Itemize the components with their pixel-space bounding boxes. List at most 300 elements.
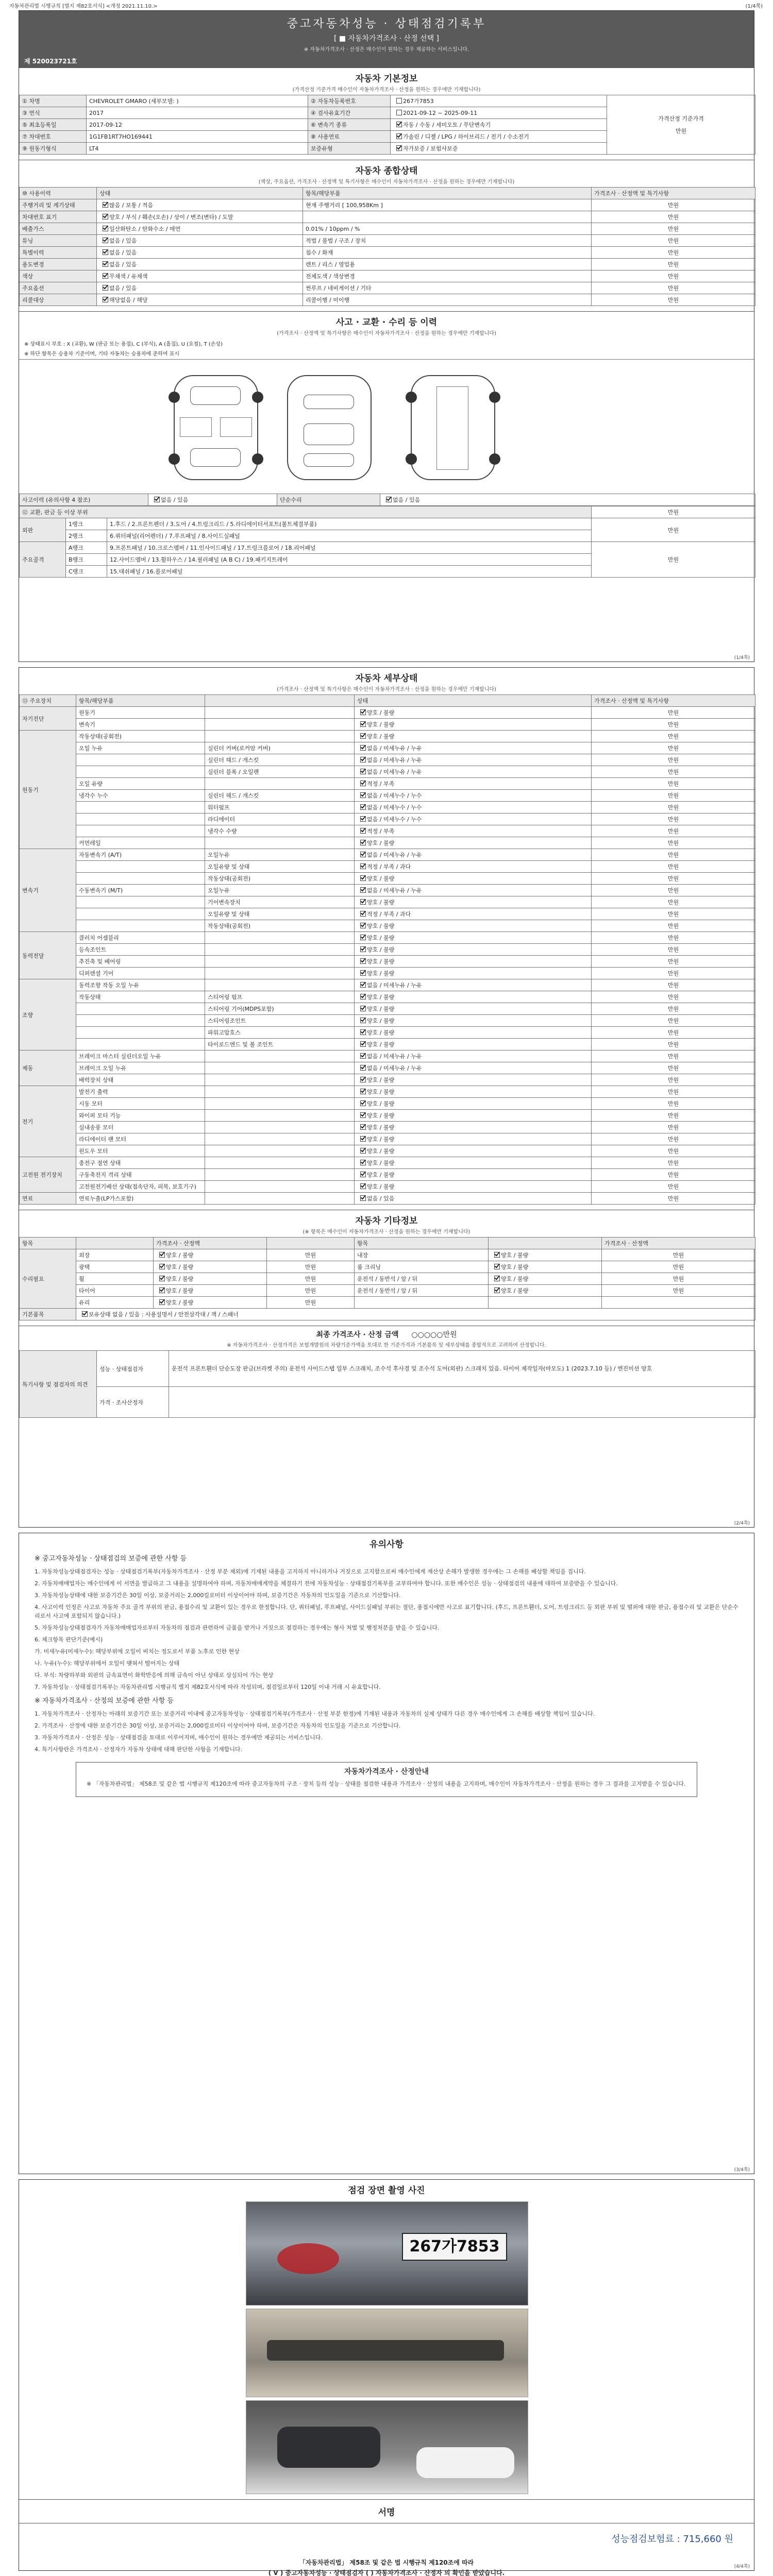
detail-part: 실린더 커버(로커암 커버) xyxy=(205,742,355,754)
document-header xyxy=(19,11,754,56)
frame-member-shape xyxy=(436,386,468,470)
notice-item: 2. 자동차매매업자는 매수인에게 이 서면을 발급하고 그 내용을 설명하여야 하며, 자동차매매계약을 체결하기 전에 자동차성능 · 상태점검기록부를 교부하여야 합니다. 또한 매수인은 성능 · 상태점검의 내용에 대하여 보증받을 수 있습니다. xyxy=(35,1580,618,1587)
overall-status-detail xyxy=(303,211,592,223)
checkbox-checked-icon[interactable] xyxy=(360,875,366,881)
overall-status-item: 주요옵션 xyxy=(20,282,97,294)
detail-state: 적정 / 부족 xyxy=(355,825,592,837)
overall-status-item: 차대번호 표기 xyxy=(20,211,97,223)
notice-item: 5. 자동차성능상태점검자가 자동차매매업자로부터 자동차의 점검과 관련하여 금품을 받거나 거짓으로 점검하는 경우에는 형사 처벌 및 행정처분을 받을 수 있습니다. xyxy=(35,1624,440,1631)
checkbox-checked-icon[interactable] xyxy=(494,1287,500,1293)
accident-history-table xyxy=(19,494,755,506)
price-guide-title: 자동차가격조사 · 산정안내 xyxy=(344,1768,429,1776)
detail-status-row xyxy=(20,1145,755,1157)
detail-status-row xyxy=(20,1157,755,1169)
detail-status-row xyxy=(20,707,755,719)
detail-state: 없음 / 미세누유 / 누유 xyxy=(355,742,592,754)
checkbox-checked-icon[interactable] xyxy=(360,1136,366,1142)
basic-info-value: 자가보증 / 보험사보증 xyxy=(391,143,607,155)
notice-item: 나. 누유(누수): 해당부위에서 오일이 맺혀서 떨어지는 상태 xyxy=(35,1660,180,1667)
checkbox-checked-icon[interactable] xyxy=(360,1195,366,1201)
remarks-table xyxy=(19,1350,755,1418)
checkbox-checked-icon[interactable] xyxy=(103,261,108,267)
checkbox-checked-icon[interactable] xyxy=(396,133,402,139)
detail-part xyxy=(205,1122,355,1133)
price-cell: 만원 xyxy=(592,235,755,247)
detail-status-header xyxy=(205,695,355,707)
rank-1-label: 1랭크 xyxy=(66,518,107,530)
detail-item xyxy=(76,766,205,778)
detail-status-row xyxy=(20,814,755,825)
page-2 xyxy=(19,667,754,1528)
notice-item: 3. 자동차가격조사 · 산정은 성능 · 상태점검을 토대로 이루어지며, 매수인이 원하는 경우에만 제공되는 서비스입니다. xyxy=(35,1734,323,1741)
price-assessor-label: 가격 · 조사산정자 xyxy=(97,1387,169,1418)
other-info-title: 자동차 기타정보 xyxy=(19,1210,754,1227)
detail-state: 없음 / 미세누수 / 누수 xyxy=(355,790,592,802)
price-cell: 만원 xyxy=(592,1027,755,1039)
rank-b-parts: 12.사이드멤버 / 13.휠하우스 / 14.필러패널 (A B C) / 19.패키지트레이 xyxy=(107,554,592,566)
price-cell: 만원 xyxy=(592,1074,755,1086)
price-cell: 만원 xyxy=(592,1145,755,1157)
checkbox-checked-icon[interactable] xyxy=(360,816,366,822)
car-shape xyxy=(277,2427,380,2468)
basic-info-note: (가격산정 기준가격 매수인이 자동차가격조사 · 산정을 원하는 경우에만 기재합니다) xyxy=(292,87,481,93)
checkbox-checked-icon[interactable] xyxy=(360,1183,366,1189)
detail-status-header: 항목/해당부품 xyxy=(76,695,205,707)
other-info-row xyxy=(20,1297,755,1309)
rank-2-label: 2랭크 xyxy=(66,530,107,542)
detail-status-row xyxy=(20,1133,755,1145)
detail-item xyxy=(76,802,205,814)
price-cell: 만원 xyxy=(602,1285,755,1297)
detail-item: 변속기 xyxy=(76,719,205,731)
checkbox-icon[interactable] xyxy=(396,98,402,104)
detail-status-row xyxy=(20,731,755,742)
wheel-icon xyxy=(252,453,263,465)
basic-info-value: 2017-09-12 xyxy=(87,119,308,131)
detail-item xyxy=(76,920,205,932)
checkbox-checked-icon[interactable] xyxy=(360,1160,366,1165)
detail-item xyxy=(76,908,205,920)
checkbox-checked-icon[interactable] xyxy=(360,1018,366,1023)
price-cell: 만원 xyxy=(592,1157,755,1169)
other-state: 양호 / 불량 xyxy=(154,1297,267,1309)
detail-item xyxy=(76,1015,205,1027)
checkbox-checked-icon[interactable] xyxy=(103,249,108,255)
detail-part xyxy=(205,1050,355,1062)
page-1 xyxy=(19,10,754,662)
detail-state: 양호 / 불량 xyxy=(355,1145,592,1157)
price-cell: 만원 xyxy=(592,719,755,731)
detail-part xyxy=(205,1157,355,1169)
accident-history-note: (가격조사 · 산정액 및 특기사항은 매수인이 자동차가격조사 · 산정을 원하는 경우에만 기재합니다) xyxy=(277,331,496,336)
basic-info-label: ① 차명 xyxy=(20,95,87,107)
detail-item: 와이퍼 모터 기능 xyxy=(76,1110,205,1122)
checkbox-checked-icon[interactable] xyxy=(360,1065,366,1071)
detail-part xyxy=(205,837,355,849)
detail-part xyxy=(205,1145,355,1157)
notices-section xyxy=(19,1533,754,1802)
basic-info-value: 자동 / 수동 / 세미오토 / 무단변속기 xyxy=(391,119,607,131)
detail-state: 양호 / 불량 xyxy=(355,896,592,908)
final-price-amount: ○○○○○만원 xyxy=(411,1331,457,1339)
checkbox-checked-icon[interactable] xyxy=(360,923,366,928)
car-shape xyxy=(416,2447,514,2478)
checkbox-checked-icon[interactable] xyxy=(159,1264,165,1269)
checkbox-checked-icon[interactable] xyxy=(360,935,366,940)
detail-status-row xyxy=(20,896,755,908)
other-item: 외장 xyxy=(76,1249,154,1261)
checkbox-checked-icon[interactable] xyxy=(360,1029,366,1035)
other-state: 양호 / 불량 xyxy=(489,1273,602,1285)
checkbox-checked-icon[interactable] xyxy=(360,1089,366,1094)
basic-info-label: ④ 검사유효기간 xyxy=(308,107,391,119)
checkbox-checked-icon[interactable] xyxy=(360,709,366,715)
detail-item xyxy=(76,873,205,885)
checkbox-checked-icon[interactable] xyxy=(360,781,366,786)
checkbox-checked-icon[interactable] xyxy=(360,1100,366,1106)
price-cell xyxy=(602,1297,755,1309)
checkbox-checked-icon[interactable] xyxy=(360,1041,366,1047)
detail-state: 양호 / 불량 xyxy=(355,968,592,979)
checkbox-icon[interactable] xyxy=(396,110,402,115)
outer-panel-label: 외판 xyxy=(20,518,66,542)
detail-state: 양호 / 불량 xyxy=(355,1098,592,1110)
checkbox-checked-icon[interactable] xyxy=(360,863,366,869)
detail-status-row xyxy=(20,1062,755,1074)
basic-info-label: ⑤ 최초등록일 xyxy=(20,119,87,131)
detail-part xyxy=(205,979,355,991)
checkbox-checked-icon[interactable] xyxy=(360,958,366,964)
detail-item xyxy=(76,814,205,825)
price-cell: 만원 xyxy=(592,825,755,837)
checkbox-checked-icon[interactable] xyxy=(360,745,366,751)
checkbox-checked-icon[interactable] xyxy=(360,887,366,893)
price-cell: 만원 xyxy=(592,979,755,991)
checkbox-checked-icon[interactable] xyxy=(360,1006,366,1011)
checkbox-checked-icon[interactable] xyxy=(494,1264,500,1269)
detail-part: 워터펌프 xyxy=(205,802,355,814)
price-cell: 만원 xyxy=(267,1285,355,1297)
checkbox-checked-icon[interactable] xyxy=(396,145,402,151)
detail-state: 양호 / 불량 xyxy=(355,837,592,849)
checkbox-checked-icon[interactable] xyxy=(360,769,366,774)
detail-state: 양호 / 불량 xyxy=(355,873,592,885)
photos-title: 점검 장면 촬영 사진 xyxy=(348,2185,425,2196)
other-info-header: 가격조사 · 산정액 xyxy=(154,1238,267,1249)
checkbox-checked-icon[interactable] xyxy=(103,202,108,208)
other-info-header: 항목 xyxy=(20,1238,76,1249)
price-cell: 만원 xyxy=(592,885,755,896)
detail-status-row xyxy=(20,742,755,754)
detail-status-row xyxy=(20,920,755,932)
checkbox-checked-icon[interactable] xyxy=(159,1252,165,1258)
detail-group-label: 전기 xyxy=(20,1086,76,1157)
price-cell: 만원 xyxy=(602,1261,755,1273)
checkbox-checked-icon[interactable] xyxy=(386,497,392,502)
other-info-header: 항목 xyxy=(355,1238,489,1249)
detail-status-title: 자동차 세부상태 xyxy=(355,673,418,684)
car-front-view-diagram xyxy=(174,375,258,480)
overall-status-header: 상태 xyxy=(97,188,303,199)
checkbox-checked-icon[interactable] xyxy=(360,1112,366,1118)
price-cell: 만원 xyxy=(592,861,755,873)
detail-part xyxy=(205,731,355,742)
other-item: 내장 xyxy=(355,1249,489,1261)
detail-status-row xyxy=(20,790,755,802)
checkbox-checked-icon[interactable] xyxy=(360,970,366,976)
checkbox-checked-icon[interactable] xyxy=(360,1124,366,1130)
checkbox-checked-icon[interactable] xyxy=(360,1053,366,1059)
price-cell: 만원 xyxy=(592,506,755,518)
detail-part xyxy=(205,1133,355,1145)
detail-part: 타이로드엔드 및 볼 조인트 xyxy=(205,1039,355,1050)
checkbox-checked-icon[interactable] xyxy=(82,1311,88,1317)
overall-status-detail: 렌트 / 리스 / 영업용 xyxy=(303,259,592,270)
overall-status-state: 해당없음 / 해당 xyxy=(97,294,303,306)
notice-item: 1. 자동차가격조사 · 산정자는 아래의 보증기간 또는 보증거리 이내에 중고자동차성능 · 상태점검기록부(가격조사 · 산정 부분 한정)에 기재된 내용과 자동차의 실제 상태가 다른 경우 매수인에게 그 손해를 배상할 책임이 있습니다. xyxy=(35,1710,595,1717)
detail-status-row xyxy=(20,908,755,920)
other-info-header: 가격조사 · 산정액 xyxy=(602,1238,755,1249)
accident-history-title: 사고 · 교환 · 수리 등 이력 xyxy=(19,311,754,329)
detail-status-row xyxy=(20,1181,755,1193)
detail-part: 냉각수 수량 xyxy=(205,825,355,837)
notice-item: 1. 자동차성능상태점검자는 성능 · 상태점검기록부(자동차가격조사 · 산정 부분 제외)에 기재된 내용을 고지하지 아니하거나 거짓으로 고지함으로써 매수인에게 재산상 손해가 발생한 경우에는 그 손해를 배상할 책임을 집니다. xyxy=(35,1568,586,1575)
detail-status-note: (가격조사 · 산정액 및 특기사항은 매수인이 자동차가격조사 · 산정을 원하는 경우에만 기재합니다) xyxy=(277,687,496,692)
checkbox-checked-icon[interactable] xyxy=(360,899,366,905)
other-info-header xyxy=(76,1238,154,1249)
detail-status-row xyxy=(20,932,755,944)
checkbox-checked-icon[interactable] xyxy=(360,733,366,739)
price-assessor-opinion xyxy=(169,1387,755,1418)
price-cell: 만원 xyxy=(267,1261,355,1273)
overall-status-state: 없음 / 있음 xyxy=(97,282,303,294)
price-cell: 만원 xyxy=(592,542,755,578)
detail-group-label: 변속기 xyxy=(20,849,76,932)
other-item: 광택 xyxy=(76,1261,154,1273)
basic-info-table xyxy=(19,95,755,155)
notices-title: 유의사항 xyxy=(369,1539,404,1550)
notice-item: 다. 부식: 차량하부와 외판의 금속표면이 화학반응에 의해 금속이 아닌 상태로 상실되어 가는 현상 xyxy=(35,1672,274,1679)
detail-item: 오일 유량 xyxy=(76,778,205,790)
checkbox-checked-icon[interactable] xyxy=(360,828,366,834)
detail-part: 스티어링조인트 xyxy=(205,1015,355,1027)
detail-group-label: 원동기 xyxy=(20,731,76,849)
detail-status-row xyxy=(20,754,755,766)
price-cell: 만원 xyxy=(592,932,755,944)
checkbox-checked-icon[interactable] xyxy=(360,757,366,762)
detail-item: 등속조인트 xyxy=(76,944,205,956)
detail-state: 양호 / 불량 xyxy=(355,1169,592,1181)
detail-state: 적정 / 부족 xyxy=(355,778,592,790)
rank-2-parts: 6.쿼터패널(리어펜더) / 7.루프패널 / 8.사이드실패널 xyxy=(107,530,592,542)
basic-info-label: ⑧ 사용연료 xyxy=(308,131,391,143)
detail-state: 없음 / 미세누유 / 누유 xyxy=(355,1050,592,1062)
checkbox-checked-icon[interactable] xyxy=(360,994,366,999)
page-number: (4/4쪽) xyxy=(734,2564,750,2569)
price-cell: 만원 xyxy=(592,802,755,814)
detail-group-label: 동력전달 xyxy=(20,932,76,979)
checkbox-checked-icon[interactable] xyxy=(103,238,108,243)
detail-state: 양호 / 불량 xyxy=(355,1157,592,1169)
detail-state: 없음 / 미세누유 / 누유 xyxy=(355,766,592,778)
price-cell: 만원 xyxy=(592,908,755,920)
price-cell: 만원 xyxy=(592,956,755,968)
checkbox-checked-icon[interactable] xyxy=(103,297,108,302)
checkbox-checked-icon[interactable] xyxy=(396,122,402,127)
detail-part xyxy=(205,1074,355,1086)
detail-item: 라디에이터 팬 모터 xyxy=(76,1133,205,1145)
legal-footer-line-2: ( V ) 중고자동차성능 · 상태점검자 ( ) 자동차가격조사 · 산정자 의 확인을 받았습니다. xyxy=(268,2569,505,2576)
detail-part: 실린더 헤드 / 개스킷 xyxy=(205,790,355,802)
overall-status-detail: 리콜이행 / 미이행 xyxy=(303,294,592,306)
basic-info-label: ② 자동차등록번호 xyxy=(308,95,391,107)
detail-part: 오일유량 및 상태 xyxy=(205,861,355,873)
checkbox-checked-icon[interactable] xyxy=(360,840,366,845)
detail-item: 디퍼렌셜 기어 xyxy=(76,968,205,979)
checkbox-checked-icon[interactable] xyxy=(103,273,108,279)
final-price-note: ※ 자동차가격조사 · 산정가격은 보험개발원의 차량기준가액을 토대로 한 기준가격과 기본품목 및 세부상태를 종합적으로 고려하여 산정합니다. xyxy=(227,1343,546,1348)
detail-item xyxy=(76,1039,205,1050)
other-item: 룸 크리닝 xyxy=(355,1261,489,1273)
door-left-shape xyxy=(180,417,212,437)
checkbox-checked-icon[interactable] xyxy=(360,946,366,952)
basic-info-value: 2021-09-12 ~ 2025-09-11 xyxy=(391,107,607,119)
detail-status-row xyxy=(20,944,755,956)
price-cell: 만원 xyxy=(267,1249,355,1261)
detail-part: 실린더 헤드 / 개스킷 xyxy=(205,754,355,766)
detail-status-row xyxy=(20,825,755,837)
notice-item: 4. 특기사항란은 가격조사 · 산정자가 자동차 상태에 대해 판단한 사항을 기재합니다. xyxy=(35,1746,243,1753)
overall-status-detail: 현재 주행거리 [ 100,958Km ] xyxy=(303,199,592,211)
checkbox-checked-icon[interactable] xyxy=(154,497,160,502)
rank-c-label: C랭크 xyxy=(66,566,107,578)
checkbox-checked-icon[interactable] xyxy=(103,214,108,219)
detail-item xyxy=(76,1027,205,1039)
checkbox-checked-icon[interactable] xyxy=(360,852,366,857)
overall-status-detail: 침수 / 화재 xyxy=(303,247,592,259)
detail-state: 양호 / 불량 xyxy=(355,956,592,968)
detail-part xyxy=(205,719,355,731)
detail-item: 작동상태 xyxy=(76,991,205,1003)
signature-title: 서명 xyxy=(19,2499,754,2523)
checkbox-checked-icon[interactable] xyxy=(360,1172,366,1177)
detail-item: 냉각수 누수 xyxy=(76,790,205,802)
checkbox-checked-icon[interactable] xyxy=(494,1276,500,1281)
checkbox-checked-icon[interactable] xyxy=(360,792,366,798)
detail-part: 오일유량 및 상태 xyxy=(205,908,355,920)
rear-window-shape xyxy=(304,453,354,467)
insurance-premium: 성능점검보험료 : 715,660 원 xyxy=(611,2534,733,2545)
detail-item: 커먼레일 xyxy=(76,837,205,849)
detail-state: 없음 / 미세누유 / 누유 xyxy=(355,885,592,896)
detail-item: 오일 누유 xyxy=(76,742,205,754)
basic-info-row xyxy=(20,95,755,107)
detail-item xyxy=(76,1003,205,1015)
checkbox-checked-icon[interactable] xyxy=(103,285,108,291)
other-state: 양호 / 불량 xyxy=(154,1285,267,1297)
detail-state: 없음 / 미세누수 / 누수 xyxy=(355,814,592,825)
detail-status-row xyxy=(20,956,755,968)
checkbox-checked-icon[interactable] xyxy=(103,226,108,231)
checkbox-checked-icon[interactable] xyxy=(159,1299,165,1305)
checkbox-checked-icon[interactable] xyxy=(494,1252,500,1258)
checkbox-checked-icon[interactable] xyxy=(159,1287,165,1293)
overall-status-detail: 적법 / 불법 / 구조 / 장치 xyxy=(303,235,592,247)
checkbox-checked-icon[interactable] xyxy=(360,982,366,988)
detail-part: 라디에이터 xyxy=(205,814,355,825)
detail-part xyxy=(205,1086,355,1098)
damage-parts-header: ⑫ 교환, 판금 등 이상 부위 xyxy=(20,506,592,518)
overall-status-state: 양호 / 부식 / 훼손(오손) / 상이 / 변조(변타) / 도말 xyxy=(97,211,303,223)
checkbox-checked-icon[interactable] xyxy=(360,1077,366,1082)
other-info-header-row xyxy=(20,1238,755,1249)
detail-state: 없음 / 미세누유 / 누유 xyxy=(355,849,592,861)
price-cell: 만원 xyxy=(592,282,755,294)
detail-status-row xyxy=(20,1098,755,1110)
detail-part xyxy=(205,778,355,790)
other-info-table xyxy=(19,1237,755,1320)
detail-state: 양호 / 불량 xyxy=(355,1015,592,1027)
checkbox-checked-icon[interactable] xyxy=(360,804,366,810)
detail-state: 양호 / 불량 xyxy=(355,731,592,742)
detail-status-row xyxy=(20,873,755,885)
price-cell: 만원 xyxy=(592,896,755,908)
other-item xyxy=(355,1297,489,1309)
other-state: 양호 / 불량 xyxy=(154,1273,267,1285)
price-cell: 만원 xyxy=(592,814,755,825)
detail-state: 양호 / 불량 xyxy=(355,1027,592,1039)
accident-history-label: 사고이력 (유의사항 4 참조) xyxy=(20,494,148,506)
checkbox-checked-icon[interactable] xyxy=(360,1148,366,1154)
page-3 xyxy=(19,1533,754,2174)
detail-item: 실내송풍 모터 xyxy=(76,1122,205,1133)
form-reference: 자동차관리법 시행규칙 [별지 제82호서식] <개정 2021.11.10.> xyxy=(9,4,158,9)
document-note: ※ 자동차가격조사 · 산정은 매수인이 원하는 경우 제공하는 서비스입니다. xyxy=(304,47,469,53)
checkbox-checked-icon[interactable] xyxy=(360,721,366,727)
tow-hook-shape xyxy=(277,2243,339,2274)
price-cell: 만원 xyxy=(592,1039,755,1050)
detail-item: 시동 모터 xyxy=(76,1098,205,1110)
overall-status-item: 리콜대상 xyxy=(20,294,97,306)
detail-part xyxy=(205,1169,355,1181)
final-price-title: 최종 가격조사 · 산정 금액 xyxy=(316,1331,399,1339)
price-cell: 만원 xyxy=(592,1062,755,1074)
detail-part: 작동상태(공회전) xyxy=(205,873,355,885)
price-cell: 만원 xyxy=(592,968,755,979)
other-info-header xyxy=(489,1238,602,1249)
price-cell: 만원 xyxy=(267,1297,355,1309)
detail-part xyxy=(205,968,355,979)
main-frame-label: 주요골격 xyxy=(20,542,66,578)
detail-item: 수동변속기 (M/T) xyxy=(76,885,205,896)
detail-group-label: 자기진단 xyxy=(20,707,76,731)
detail-status-row xyxy=(20,1015,755,1027)
detail-item xyxy=(76,825,205,837)
price-cell: 만원 xyxy=(592,294,755,306)
detail-state: 없음 / 미세누유 / 누유 xyxy=(355,754,592,766)
overall-status-row xyxy=(20,270,755,282)
overall-status-title: 자동차 종합상태 xyxy=(19,160,754,177)
notice-item: 3. 자동차성능상태에 대한 보증기간은 30일 이상, 보증거리는 2,000킬로미터 이상이어야 하며, 보증기간은 자동차의 인도일을 기준으로 기산합니다. xyxy=(35,1592,401,1599)
inspection-photo-underside xyxy=(246,2309,528,2397)
detail-item xyxy=(76,754,205,766)
price-cell: 만원 xyxy=(602,1249,755,1261)
detail-status-row xyxy=(20,778,755,790)
detail-status-row xyxy=(20,885,755,896)
checkbox-checked-icon[interactable] xyxy=(360,911,366,917)
checkbox-checked-icon[interactable] xyxy=(159,1276,165,1281)
document-number: 제 520023721호 xyxy=(19,56,754,67)
